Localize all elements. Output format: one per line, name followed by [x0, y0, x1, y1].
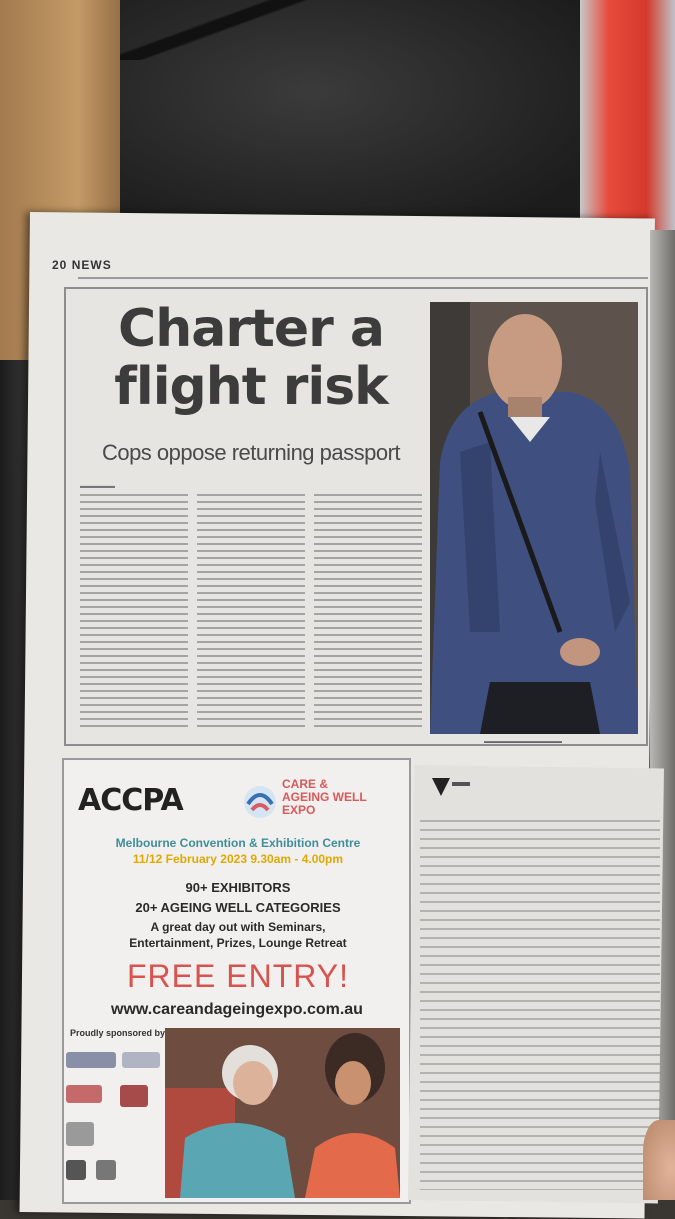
- photo-caption: ▬▬▬▬▬▬▬▬▬▬▬▬▬: [484, 739, 562, 745]
- headline: [76, 300, 426, 416]
- two-women-illustration: [165, 1028, 400, 1198]
- event-dates: 11/12 February 2023 9.30am - 4.00pm: [132, 852, 344, 866]
- tagline-2: Entertainment, Prizes, Lounge Retreat: [129, 936, 347, 950]
- page-header: [52, 258, 112, 272]
- section-name: NEWS: [71, 258, 112, 272]
- subheadline: Cops oppose returning passport: [101, 440, 401, 465]
- categories: 20+ AGEING WELL CATEGORIES: [135, 900, 341, 915]
- article-body: [80, 494, 422, 729]
- victoria-state-logo-icon: [432, 778, 470, 798]
- sponsor-heading: Proudly sponsored by: [70, 1028, 166, 1038]
- hand: [643, 1120, 675, 1200]
- free-entry: FREE ENTRY!: [127, 958, 349, 994]
- notice-text: [420, 820, 660, 1190]
- sponsor-logo: [96, 1160, 116, 1180]
- tagline-1: A great day out with Seminars,: [150, 920, 326, 934]
- sponsor-logo: [66, 1122, 94, 1146]
- sponsor-logo: [66, 1085, 102, 1103]
- header-rule: [78, 277, 648, 279]
- expo-logo-icon: [240, 782, 280, 822]
- ad-photo: [165, 1028, 400, 1198]
- page-number: 20: [52, 258, 68, 272]
- man-illustration: [430, 302, 638, 734]
- sponsor-logo: [66, 1052, 116, 1068]
- expo-title: [282, 778, 367, 817]
- headline-line-2: flight risk: [114, 357, 388, 417]
- sponsor-logo: [66, 1160, 86, 1180]
- exhibitors: 90+ EXHIBITORS: [185, 880, 291, 895]
- sponsor-logo: [122, 1052, 160, 1068]
- accpa-logo: ACCPA: [78, 783, 183, 818]
- sponsor-logo: [120, 1085, 148, 1107]
- byline: ▬▬▬▬▬: [80, 483, 115, 490]
- venue: Melbourne Convention & Exhibition Centre: [115, 836, 361, 850]
- expo-title-line-1: CARE &: [282, 777, 329, 791]
- article-column-2: [197, 494, 305, 729]
- cable: [120, 0, 320, 60]
- expo-title-line-3: EXPO: [282, 803, 316, 817]
- article-column-1: [80, 494, 188, 729]
- expo-title-line-2: AGEING WELL: [282, 790, 367, 804]
- expo-url: www.careandageingexpo.com.au: [111, 1001, 363, 1018]
- news-photo: [430, 302, 638, 734]
- article-column-3: [314, 494, 422, 729]
- bottle: [580, 0, 675, 230]
- headline-line-1: Charter a: [118, 299, 384, 359]
